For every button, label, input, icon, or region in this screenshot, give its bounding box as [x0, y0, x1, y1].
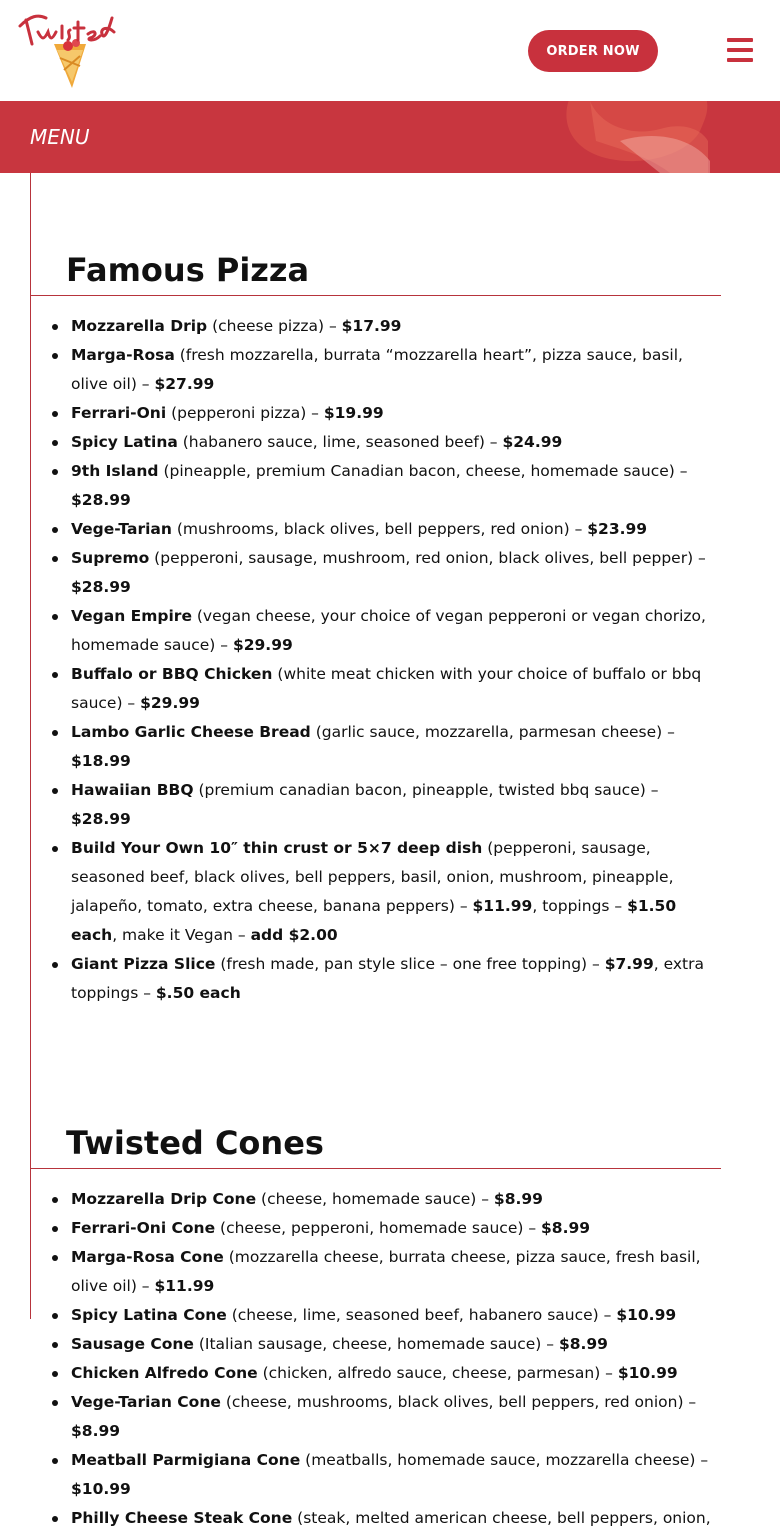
item-price: $10.99	[617, 1364, 678, 1382]
list-item	[71, 1185, 721, 1214]
item-price: $8.99	[558, 1335, 608, 1353]
item-name: Sausage Cone	[71, 1335, 194, 1353]
item-description: (steak, melted american cheese, bell peppers, onion,	[292, 1509, 711, 1527]
item-name: Mozzarella Drip	[71, 317, 208, 335]
list-item	[71, 1243, 721, 1301]
item-description-extra: , toppings –	[532, 897, 628, 915]
item-price: $7.99	[604, 955, 654, 973]
item-price: $8.99	[493, 1190, 543, 1208]
list-item	[71, 1359, 721, 1388]
item-name: Hawaiian BBQ	[71, 781, 194, 799]
item-price-extra: add $2.00	[250, 926, 338, 944]
item-name: Philly Cheese Steak Cone	[71, 1509, 293, 1527]
item-name: Ferrari-Oni Cone	[71, 1219, 216, 1237]
item-description: (meatballs, homemade sauce, mozzarella cheese) –	[300, 1451, 709, 1469]
item-price: $8.99	[541, 1219, 591, 1237]
item-price-extra: $1.50 each	[71, 897, 677, 944]
section-title-famous-pizza: Famous Pizza	[66, 251, 310, 289]
item-name: Spicy Latina Cone	[71, 1306, 227, 1324]
banner-decoration	[550, 101, 730, 173]
item-price: $28.99	[71, 578, 131, 596]
item-description-extra: , make it Vegan –	[112, 926, 251, 944]
list-item	[71, 1330, 721, 1359]
item-description: (vegan cheese, your choice of vegan pepperoni or vegan chorizo, homemade sauce) –	[71, 607, 706, 654]
list-item	[71, 399, 721, 428]
list-item	[71, 341, 721, 399]
item-name: Buffalo or BBQ Chicken	[71, 665, 273, 683]
item-name: Supremo	[71, 549, 150, 567]
banner-title: MENU	[30, 125, 90, 149]
item-price: $10.99	[616, 1306, 677, 1324]
item-price: $28.99	[71, 810, 131, 828]
item-description-extra: , extra toppings –	[71, 955, 704, 1002]
list-item	[71, 544, 721, 602]
item-description: (white meat chicken with your choice of buffalo or bbq sauce) –	[71, 665, 702, 712]
item-price: $24.99	[502, 433, 563, 451]
item-description: (chicken, alfredo sauce, cheese, parmesan) –	[257, 1364, 618, 1382]
item-description: (mozzarella cheese, burrata cheese, pizza sauce, fresh basil, olive oil) –	[71, 1248, 701, 1295]
item-description: (premium canadian bacon, pineapple, twisted bbq sauce) –	[193, 781, 659, 799]
item-price: $29.99	[140, 694, 200, 712]
item-price: $28.99	[71, 491, 131, 509]
site-header	[0, 0, 780, 101]
item-price: $19.99	[323, 404, 384, 422]
menu-banner	[0, 101, 780, 173]
item-name: Mozzarella Drip Cone	[71, 1190, 257, 1208]
item-name: Vege-Tarian Cone	[71, 1393, 221, 1411]
item-price: $23.99	[587, 520, 648, 538]
item-description: (Italian sausage, cheese, homemade sauce) –	[193, 1335, 559, 1353]
item-description: (cheese, lime, seasoned beef, habanero sauce) –	[226, 1306, 617, 1324]
item-name: Vegan Empire	[71, 607, 192, 625]
item-price: $17.99	[341, 317, 402, 335]
item-name: Build Your Own 10″ thin crust or 5×7 deep dish	[71, 839, 483, 857]
item-name: Marga-Rosa Cone	[71, 1248, 224, 1266]
item-name: Lambo Garlic Cheese Bread	[71, 723, 311, 741]
order-now-button[interactable]: ORDER NOW	[528, 30, 658, 72]
item-price: $29.99	[232, 636, 293, 654]
list-item	[71, 1214, 721, 1243]
list-item	[71, 1388, 721, 1446]
item-name: Spicy Latina	[71, 433, 178, 451]
list-item	[71, 428, 721, 457]
item-description: (fresh made, pan style slice – one free topping) –	[215, 955, 605, 973]
menu-content	[30, 173, 721, 1527]
list-item	[71, 950, 721, 1008]
item-price: $10.99	[71, 1480, 131, 1498]
list-item	[71, 1301, 721, 1330]
item-price: $8.99	[71, 1422, 121, 1440]
item-description: (habanero sauce, lime, seasoned beef) –	[177, 433, 503, 451]
twisted-cones-list	[31, 1185, 721, 1533]
item-name: Giant Pizza Slice	[71, 955, 216, 973]
item-name: Meatball Parmigiana Cone	[71, 1451, 301, 1469]
list-item	[71, 718, 721, 776]
item-name: Ferrari-Oni	[71, 404, 167, 422]
section-title-twisted-cones: Twisted Cones	[66, 1124, 324, 1162]
list-item	[71, 1446, 721, 1504]
list-item	[71, 834, 721, 950]
item-description: (mushrooms, black olives, bell peppers, red onion) –	[171, 520, 588, 538]
item-price-extra: $.50 each	[155, 984, 241, 1002]
item-name: Vege-Tarian	[71, 520, 172, 538]
famous-pizza-list	[31, 312, 721, 1008]
item-description: (pineapple, premium Canadian bacon, cheese, homemade sauce) –	[158, 462, 688, 480]
item-name: 9th Island	[71, 462, 159, 480]
item-description: (garlic sauce, mozzarella, parmesan cheese) –	[310, 723, 675, 741]
item-description: (cheese pizza) –	[207, 317, 342, 335]
list-item	[71, 776, 721, 834]
item-description: (cheese, homemade sauce) –	[256, 1190, 494, 1208]
list-item	[71, 515, 721, 544]
list-item	[71, 602, 721, 660]
item-name: Chicken Alfredo Cone	[71, 1364, 258, 1382]
item-description: (cheese, mushrooms, black olives, bell peppers, red onion) –	[220, 1393, 697, 1411]
item-price: $11.99	[472, 897, 533, 915]
item-description: (pepperoni, sausage, seasoned beef, black olives, bell peppers, basil, onion, mushroom, pineapple, jalapeño, tomato, extra cheese, banana peppers) –	[71, 839, 674, 915]
item-price: $11.99	[154, 1277, 215, 1295]
list-item	[71, 312, 721, 341]
list-item	[71, 457, 721, 515]
list-item	[71, 660, 721, 718]
menu-hamburger-icon[interactable]	[727, 38, 753, 63]
twisted-logo[interactable]	[16, 6, 124, 94]
item-price: $18.99	[71, 752, 131, 770]
logo-graphic	[16, 6, 124, 94]
item-description: (fresh mozzarella, burrata “mozzarella heart”, pizza sauce, basil, olive oil) –	[71, 346, 683, 393]
item-description: (cheese, pepperoni, homemade sauce) –	[215, 1219, 542, 1237]
item-description: (pepperoni, sausage, mushroom, red onion, black olives, bell pepper) –	[149, 549, 706, 567]
item-name: Marga-Rosa	[71, 346, 175, 364]
list-item	[71, 1504, 721, 1533]
item-price: $27.99	[154, 375, 215, 393]
item-description: (pepperoni pizza) –	[166, 404, 324, 422]
